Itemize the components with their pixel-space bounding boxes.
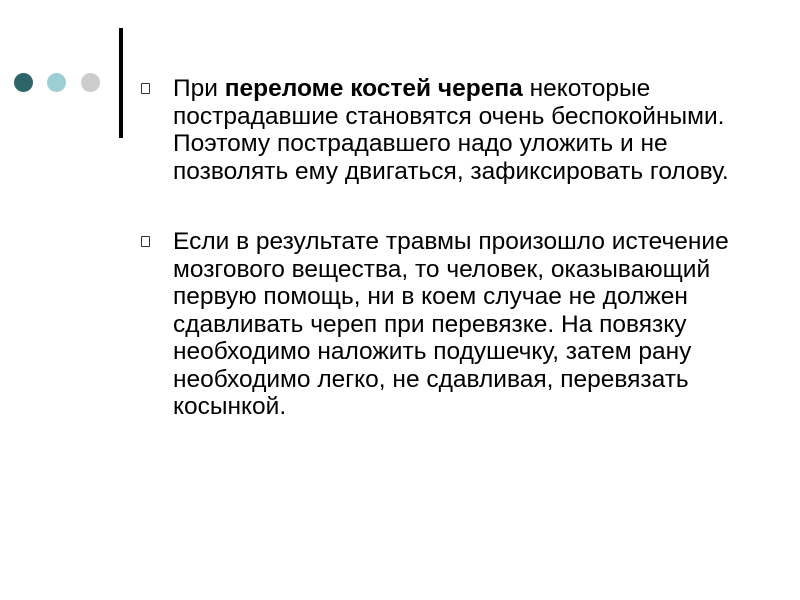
square-bullet-icon [141, 236, 150, 247]
bullet-text-prefix: При [173, 75, 225, 102]
decorative-dot-dark [14, 73, 33, 92]
decorative-dot-light [47, 73, 66, 92]
square-bullet-icon [141, 83, 150, 94]
bullet-text: Если в результате травмы произошло истечение мозгового вещества, то человек, оказывающий первую помощь, ни в коем случае не должен сдавливать череп при перевязке. На повязку необходимо наложить подушечку, затем рану необходимо легко, не сдавливая, перевязать косынкой. [173, 228, 729, 420]
bullet-item-brain-matter [141, 228, 761, 421]
slide-content [141, 75, 761, 421]
vertical-divider [119, 28, 123, 138]
bullet-text-bold: переломе костей черепа [224, 75, 523, 102]
bullet-item-skull-fracture [141, 75, 761, 185]
decorative-dot-gray [81, 73, 100, 92]
bullet-text: некоторые пострадавшие становятся очень беспокойными. Поэтому пострадавшего надо уложить и не позволять ему двигаться, зафиксировать голову. [173, 75, 729, 185]
